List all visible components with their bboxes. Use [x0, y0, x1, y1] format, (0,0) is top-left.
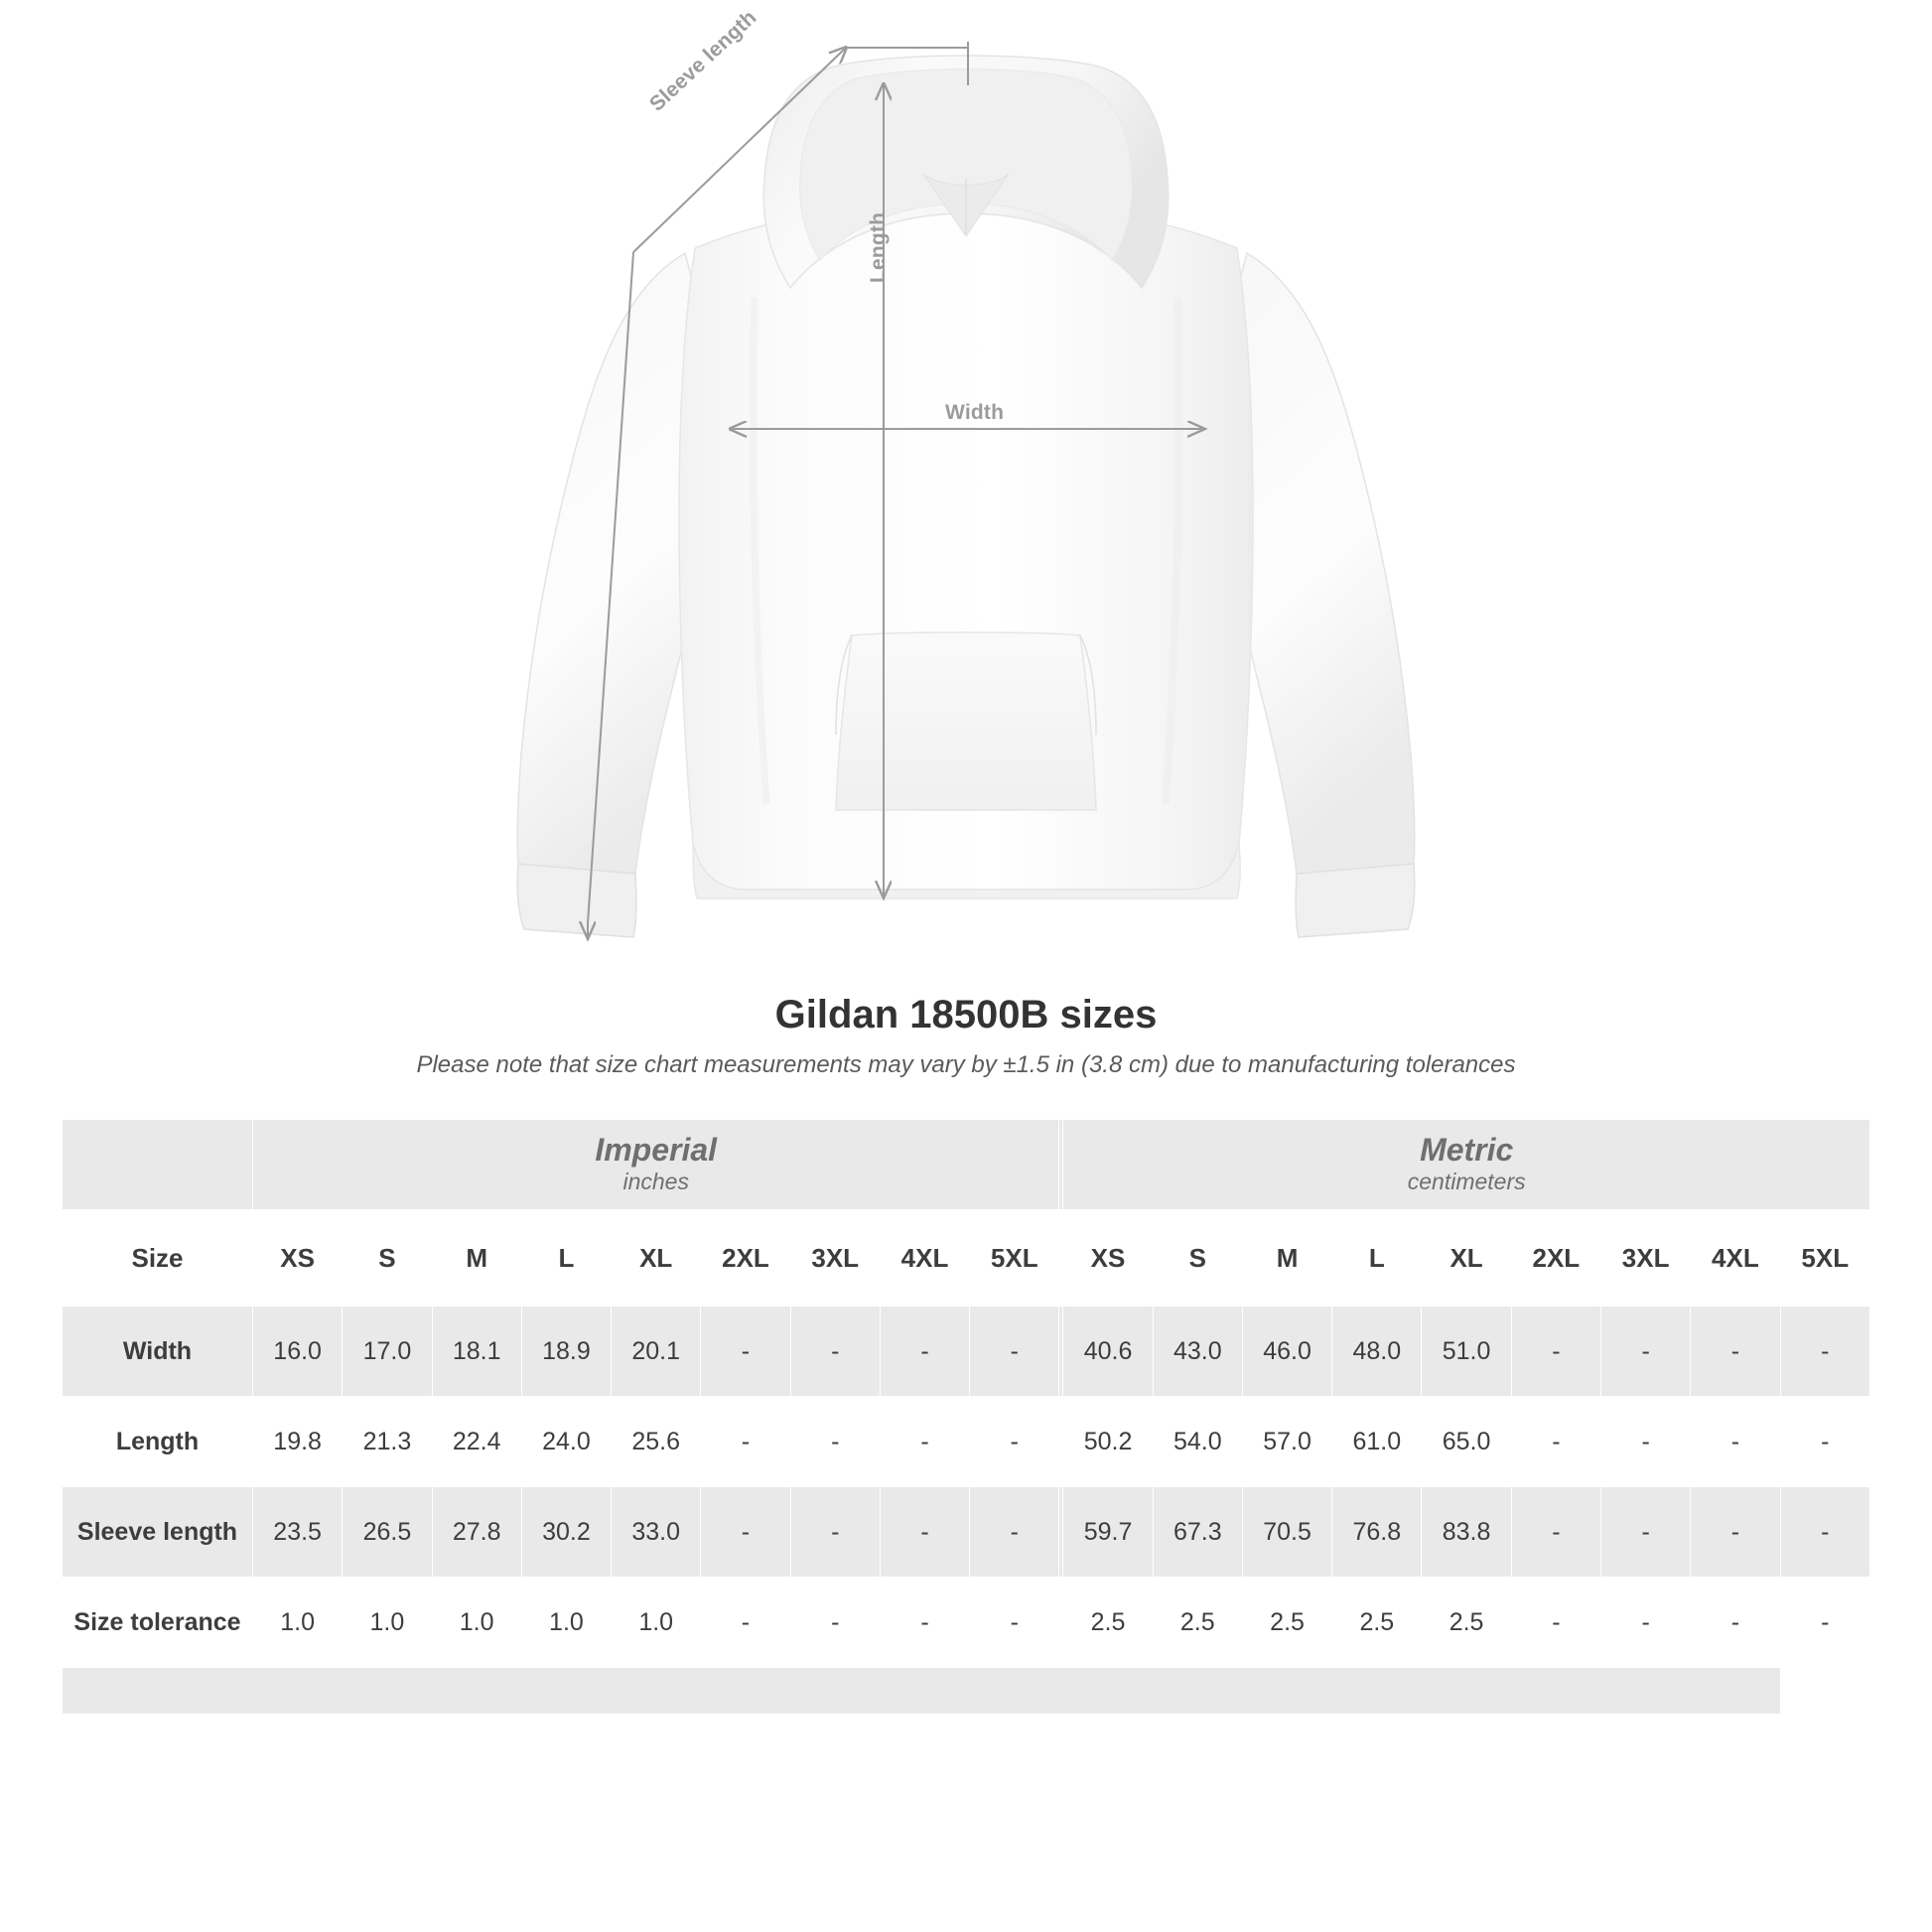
cell-tolerance-metric-3xl: -	[1600, 1578, 1690, 1668]
size-chart-table	[62, 1119, 1870, 1714]
cell-width-metric-xs: 40.6	[1063, 1307, 1153, 1397]
cell-tolerance-imperial-l: 1.0	[521, 1578, 611, 1668]
row-label-width: Width	[63, 1307, 253, 1397]
unit-group-imperial-name: Imperial	[595, 1131, 718, 1168]
size-header-imperial-3xl: 3XL	[790, 1210, 880, 1307]
heading-block	[0, 993, 1932, 1079]
cell-sleeve-metric-m: 70.5	[1242, 1487, 1331, 1578]
cell-length-imperial-m: 22.4	[432, 1397, 521, 1487]
cell-length-imperial-5xl: -	[970, 1397, 1059, 1487]
table-row	[63, 1397, 1870, 1487]
cell-sleeve-metric-5xl: -	[1780, 1487, 1869, 1578]
cell-sleeve-metric-s: 67.3	[1153, 1487, 1242, 1578]
table-footer-row	[63, 1668, 1870, 1715]
cell-length-imperial-xl: 25.6	[612, 1397, 701, 1487]
size-chart-table-wrapper	[62, 1119, 1870, 1714]
size-header-imperial-xl: XL	[612, 1210, 701, 1307]
cell-tolerance-metric-s: 2.5	[1153, 1578, 1242, 1668]
row-label-sleeve-length: Sleeve length	[63, 1487, 253, 1578]
cell-tolerance-metric-m: 2.5	[1242, 1578, 1331, 1668]
cell-tolerance-metric-l: 2.5	[1332, 1578, 1422, 1668]
tolerance-note: Please note that size chart measurements may vary by ±1.5 in (3.8 cm) due to manufacturing tolerances	[416, 1051, 1516, 1078]
cell-sleeve-imperial-5xl: -	[970, 1487, 1059, 1578]
size-header-imperial-l: L	[521, 1210, 611, 1307]
cell-length-metric-3xl: -	[1600, 1397, 1690, 1487]
cell-sleeve-imperial-s: 26.5	[343, 1487, 432, 1578]
table-row	[63, 1578, 1870, 1668]
cell-length-metric-xs: 50.2	[1063, 1397, 1153, 1487]
page-title: Gildan 18500B sizes	[774, 993, 1158, 1036]
table-row	[63, 1487, 1870, 1578]
cell-length-imperial-l: 24.0	[521, 1397, 611, 1487]
cell-sleeve-imperial-m: 27.8	[432, 1487, 521, 1578]
cell-width-imperial-s: 17.0	[343, 1307, 432, 1397]
cell-width-imperial-xl: 20.1	[612, 1307, 701, 1397]
cell-length-metric-m: 57.0	[1242, 1397, 1331, 1487]
cell-length-metric-5xl: -	[1780, 1397, 1869, 1487]
cell-tolerance-imperial-3xl: -	[790, 1578, 880, 1668]
cell-tolerance-metric-xs: 2.5	[1063, 1578, 1153, 1668]
size-header-metric-s: S	[1153, 1210, 1242, 1307]
size-header-metric-l: L	[1332, 1210, 1422, 1307]
cell-tolerance-imperial-2xl: -	[701, 1578, 790, 1668]
cell-width-metric-l: 48.0	[1332, 1307, 1422, 1397]
cell-length-metric-xl: 65.0	[1422, 1397, 1511, 1487]
size-header-metric-4xl: 4XL	[1691, 1210, 1780, 1307]
size-header-metric-5xl: 5XL	[1780, 1210, 1869, 1307]
unit-group-imperial	[253, 1120, 1059, 1210]
cell-tolerance-imperial-xs: 1.0	[253, 1578, 343, 1668]
cell-width-metric-2xl: -	[1511, 1307, 1600, 1397]
unit-group-metric-sub: centimeters	[1407, 1169, 1526, 1195]
cell-width-imperial-5xl: -	[970, 1307, 1059, 1397]
cell-sleeve-metric-l: 76.8	[1332, 1487, 1422, 1578]
cell-tolerance-metric-4xl: -	[1691, 1578, 1780, 1668]
cell-length-metric-s: 54.0	[1153, 1397, 1242, 1487]
cell-tolerance-imperial-5xl: -	[970, 1578, 1059, 1668]
cell-width-metric-s: 43.0	[1153, 1307, 1242, 1397]
size-header-metric-xs: XS	[1063, 1210, 1153, 1307]
cell-width-metric-4xl: -	[1691, 1307, 1780, 1397]
cell-sleeve-metric-xs: 59.7	[1063, 1487, 1153, 1578]
table-row	[63, 1307, 1870, 1397]
cell-width-imperial-xs: 16.0	[253, 1307, 343, 1397]
cell-length-metric-4xl: -	[1691, 1397, 1780, 1487]
size-header-metric-3xl: 3XL	[1600, 1210, 1690, 1307]
cell-sleeve-imperial-2xl: -	[701, 1487, 790, 1578]
table-footer-spacer	[63, 1668, 1781, 1715]
cell-length-metric-l: 61.0	[1332, 1397, 1422, 1487]
row-label-length: Length	[63, 1397, 253, 1487]
unit-header-spacer	[63, 1120, 253, 1210]
size-header-imperial-4xl: 4XL	[880, 1210, 969, 1307]
size-header-imperial-xs: XS	[253, 1210, 343, 1307]
cell-width-metric-m: 46.0	[1242, 1307, 1331, 1397]
cell-width-imperial-3xl: -	[790, 1307, 880, 1397]
cell-sleeve-imperial-4xl: -	[880, 1487, 969, 1578]
right-cuff	[1296, 864, 1415, 937]
cell-tolerance-imperial-m: 1.0	[432, 1578, 521, 1668]
cell-tolerance-imperial-s: 1.0	[343, 1578, 432, 1668]
cell-tolerance-metric-xl: 2.5	[1422, 1578, 1511, 1668]
row-label-size-tolerance: Size tolerance	[63, 1578, 253, 1668]
length-annotation-label: Length	[867, 211, 890, 283]
cell-length-imperial-3xl: -	[790, 1397, 880, 1487]
cell-tolerance-metric-2xl: -	[1511, 1578, 1600, 1668]
cell-sleeve-imperial-xl: 33.0	[612, 1487, 701, 1578]
unit-group-metric	[1063, 1120, 1870, 1210]
size-header-imperial-s: S	[343, 1210, 432, 1307]
sleeve-length-annotation-label: Sleeve length	[645, 5, 761, 116]
size-header-imperial-m: M	[432, 1210, 521, 1307]
cell-sleeve-imperial-xs: 23.5	[253, 1487, 343, 1578]
cell-sleeve-metric-3xl: -	[1600, 1487, 1690, 1578]
unit-header-row	[63, 1120, 1870, 1210]
cell-tolerance-imperial-4xl: -	[880, 1578, 969, 1668]
cell-length-imperial-4xl: -	[880, 1397, 969, 1487]
cell-tolerance-imperial-xl: 1.0	[612, 1578, 701, 1668]
cell-length-imperial-s: 21.3	[343, 1397, 432, 1487]
kangaroo-pocket	[836, 632, 1096, 810]
size-header-imperial-2xl: 2XL	[701, 1210, 790, 1307]
cell-width-imperial-4xl: -	[880, 1307, 969, 1397]
cell-sleeve-metric-4xl: -	[1691, 1487, 1780, 1578]
width-annotation-label: Width	[945, 401, 1005, 424]
cell-sleeve-imperial-3xl: -	[790, 1487, 880, 1578]
size-header-metric-m: M	[1242, 1210, 1331, 1307]
cell-length-imperial-2xl: -	[701, 1397, 790, 1487]
cell-width-imperial-m: 18.1	[432, 1307, 521, 1397]
size-header-metric-2xl: 2XL	[1511, 1210, 1600, 1307]
cell-width-metric-3xl: -	[1600, 1307, 1690, 1397]
size-header-metric-xl: XL	[1422, 1210, 1511, 1307]
cell-length-imperial-xs: 19.8	[253, 1397, 343, 1487]
cell-width-imperial-l: 18.9	[521, 1307, 611, 1397]
cell-width-metric-5xl: -	[1780, 1307, 1869, 1397]
unit-group-imperial-sub: inches	[622, 1169, 689, 1195]
left-cuff	[517, 864, 636, 937]
cell-length-metric-2xl: -	[1511, 1397, 1600, 1487]
cell-width-metric-xl: 51.0	[1422, 1307, 1511, 1397]
cell-sleeve-imperial-l: 30.2	[521, 1487, 611, 1578]
cell-sleeve-metric-xl: 83.8	[1422, 1487, 1511, 1578]
size-header-row	[63, 1210, 1870, 1307]
cell-sleeve-metric-2xl: -	[1511, 1487, 1600, 1578]
unit-group-metric-name: Metric	[1420, 1131, 1514, 1168]
cell-width-imperial-2xl: -	[701, 1307, 790, 1397]
cell-tolerance-metric-5xl: -	[1780, 1578, 1869, 1668]
size-header-label: Size	[63, 1210, 253, 1307]
size-header-imperial-5xl: 5XL	[970, 1210, 1059, 1307]
